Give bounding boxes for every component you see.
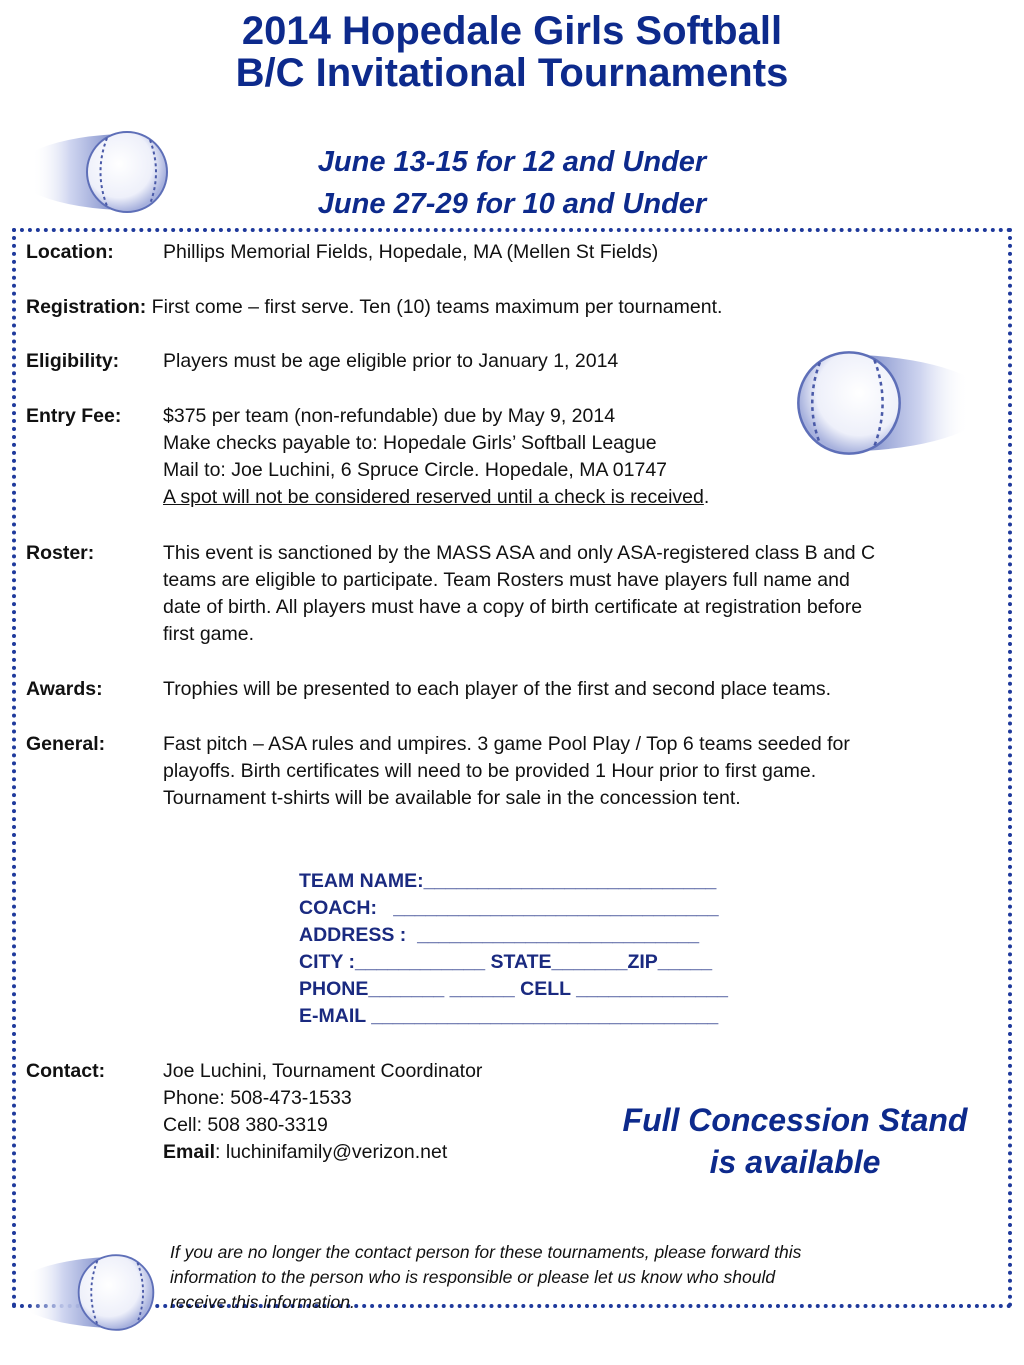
eligibility-value: Players must be age eligible prior to January 1, 2014: [163, 350, 619, 372]
coach-field: COACH: ______________________________: [299, 897, 719, 919]
reservation-notice: A spot will not be considered reserved until a check is received: [163, 486, 704, 508]
concession-line-2: is available: [709, 1144, 881, 1180]
entry-fee-label: Entry Fee:: [26, 405, 122, 427]
contact-phone: Phone: 508-473-1533: [163, 1087, 352, 1109]
address-field: ADDRESS : __________________________: [299, 924, 700, 946]
location-value: Phillips Memorial Fields, Hopedale, MA (Mellen St Fields): [163, 241, 659, 263]
title-line-1: 2014 Hopedale Girls Softball: [241, 9, 783, 53]
roster-line-1: This event is sanctioned by the MASS ASA and only ASA-registered class B and C: [163, 542, 876, 564]
entry-fee-line-1: $375 per team (non-refundable) due by May 9, 2014: [163, 405, 616, 427]
roster-label: Roster:: [26, 542, 95, 564]
general-line-3: Tournament t-shirts will be available for sale in the concession tent.: [163, 787, 741, 809]
contact-line-1: Joe Luchini, Tournament Coordinator: [163, 1060, 483, 1082]
city-state-zip-field: CITY :____________ STATE_______ZIP_____: [299, 951, 713, 973]
general-line-1: Fast pitch – ASA rules and umpires. 3 game Pool Play / Top 6 teams seeded for: [163, 733, 850, 755]
title-line-2: B/C Invitational Tournaments: [235, 51, 789, 95]
contact-email-value: : luchinifamily@verizon.net: [215, 1141, 448, 1163]
concession-line-1: Full Concession Stand: [622, 1102, 968, 1138]
registration-value: First come – first serve. Ten (10) teams maximum per tournament.: [146, 296, 723, 318]
footnote-line-3: receive this information.: [170, 1292, 355, 1312]
dates-line-1: June 13-15 for 12 and Under: [317, 146, 707, 178]
roster-line-4: first game.: [163, 623, 255, 645]
footnote-line-1: If you are no longer the contact person for these tournaments, please forward this: [170, 1242, 802, 1262]
location-label: Location:: [26, 241, 114, 263]
awards-label: Awards:: [26, 678, 103, 700]
entry-fee-line-4: [163, 484, 709, 511]
phone-cell-field: PHONE_______ ______ CELL ______________: [299, 978, 728, 1000]
softball-icon: [792, 338, 982, 468]
eligibility-label: Eligibility:: [26, 350, 120, 372]
contact-label: Contact:: [26, 1060, 106, 1082]
softball-icon: [22, 122, 172, 222]
contact-email-label: Email: [163, 1141, 216, 1163]
email-field: E-MAIL ________________________________: [299, 1005, 719, 1027]
roster-line-2: teams are eligible to participate. Team Rosters must have players full name and: [163, 569, 850, 591]
contact-cell: Cell: 508 380-3319: [163, 1114, 328, 1136]
registration-label: Registration:: [26, 296, 147, 318]
registration-row: [26, 294, 722, 321]
general-label: General:: [26, 733, 106, 755]
roster-line-3: date of birth. All players must have a copy of birth certificate at registration before: [163, 596, 863, 618]
reservation-notice-period: .: [703, 486, 710, 508]
entry-fee-line-2: Make checks payable to: Hopedale Girls’ Softball League: [163, 432, 657, 454]
contact-email: [163, 1139, 447, 1166]
dates-line-2: June 27-29 for 10 and Under: [317, 188, 707, 220]
footnote-line-2: information to the person who is responsible or please let us know who should: [170, 1267, 776, 1287]
entry-fee-line-3: Mail to: Joe Luchini, 6 Spruce Circle. Hopedale, MA 01747: [163, 459, 668, 481]
awards-value: Trophies will be presented to each player of the first and second place teams.: [163, 678, 832, 700]
general-line-2: playoffs. Birth certificates will need to be provided 1 Hour prior to first game.: [163, 760, 817, 782]
team-name-field: TEAM NAME:___________________________: [299, 870, 717, 892]
softball-icon: [18, 1245, 158, 1340]
